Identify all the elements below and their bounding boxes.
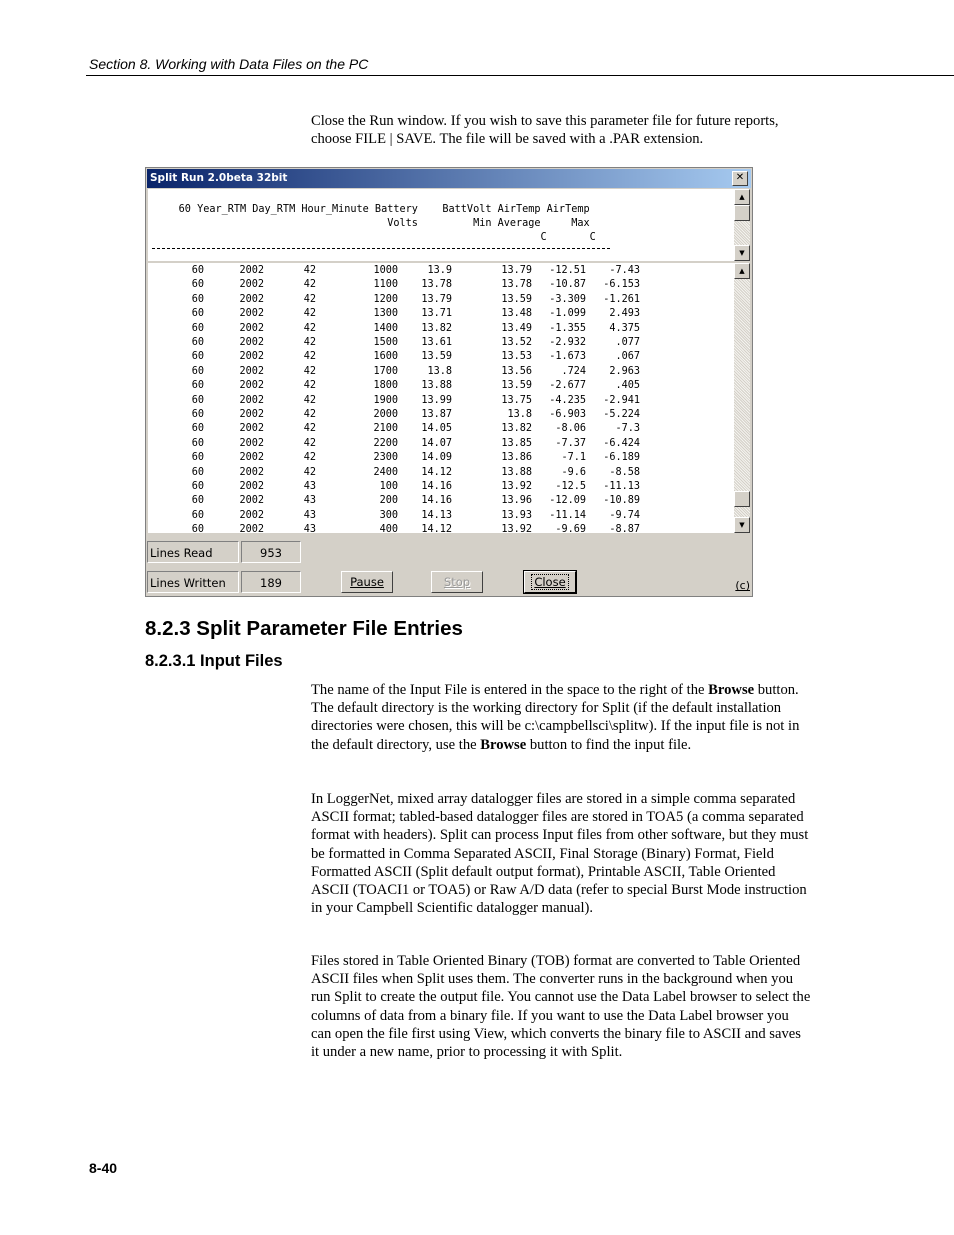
table-cell: 13.9 [427,265,452,276]
table-cell: 42 [303,380,316,392]
table-cell: 60 [191,337,204,348]
table-row [148,480,734,494]
close-button[interactable] [524,571,576,593]
table-cell: -2.677 [549,380,586,392]
table-row [148,466,734,480]
table-cell: 42 [303,437,316,449]
table-cell: -9.74 [609,509,640,521]
table-cell: 13.86 [501,452,532,464]
table-cell: 42 [303,452,316,464]
table-cell: 42 [303,322,316,334]
table-cell: -9.6 [561,466,586,478]
table-row [148,422,734,436]
table-cell: 14.05 [421,423,452,435]
table-row [148,350,734,364]
table-cell: -6.189 [603,452,640,464]
table-cell: 13.96 [501,495,532,507]
table-cell: 2002 [239,466,264,478]
table-cell: 200 [379,495,398,507]
table-cell: 2002 [239,351,264,363]
table-cell: -6.424 [603,437,640,449]
table-cell: 42 [303,265,316,276]
table-cell: 42 [303,394,316,406]
table-cell: 60 [191,481,204,492]
table-cell: 2002 [239,293,264,305]
table-cell: 60 [191,495,204,507]
table-cell: 60 [191,409,204,420]
table-cell: -2.932 [549,337,586,348]
table-cell: 2.963 [609,365,640,377]
table-cell: 13.78 [501,279,532,291]
lines-read-value: 953 [241,541,301,563]
table-row [148,451,734,465]
table-row [148,264,734,278]
table-cell: -8.87 [609,524,640,533]
table-cell: -1.099 [549,308,586,320]
table-cell: 42 [303,308,316,320]
table-cell: 13.92 [501,524,532,533]
table-cell: 2002 [239,423,264,435]
table-cell: -12.51 [549,265,586,276]
section-heading: 8.2.3 Split Parameter File Entries [145,617,463,640]
header-line-2: Volts Min Average Max [148,218,590,229]
table-cell: 1700 [373,365,398,377]
table-cell: 13.8 [427,365,452,377]
paragraph-tob-format: Files stored in Table Oriented Binary (TOB) format are converted to Table Oriented ASCII files when Split uses them. The converter runs in the background when you run Split to create the output file. You cannot use the Data Label browser to select the columns of data from a binary file. If you want to use the Data Label browser you can open the file first using View, which converts the binary file to ASCII and saves it under a new name, prior to processing it with Split. [311,953,811,1061]
table-cell: 13.56 [501,365,532,377]
table-cell: 14.16 [421,495,452,507]
table-cell: -7.43 [609,265,640,276]
table-cell: 2002 [239,481,264,492]
table-cell: 13.88 [501,466,532,478]
lines-written-label: Lines Written [147,571,239,593]
table-cell: 42 [303,279,316,291]
table-cell: 2.493 [609,308,640,320]
table-cell: 60 [191,509,204,521]
table-cell: 100 [379,481,398,492]
table-cell: -8.06 [555,423,586,435]
table-cell: -7.3 [615,423,640,435]
table-cell: 13.78 [421,279,452,291]
table-cell: .077 [615,337,640,348]
table-cell: 4.375 [609,322,640,334]
table-cell: 13.53 [501,351,532,363]
table-cell: 1300 [373,308,398,320]
subsection-heading: 8.2.3.1 Input Files [145,652,283,670]
table-cell: 14.12 [421,524,452,533]
table-cell: 13.48 [501,308,532,320]
copyright-link[interactable]: (c) [735,579,750,592]
table-cell: 60 [191,265,204,276]
table-cell: 2002 [239,265,264,276]
table-cell: 13.79 [501,265,532,276]
running-head: Section 8. Working with Data Files on the PC [89,56,369,72]
table-cell: 1200 [373,293,398,305]
table-cell: 13.59 [421,351,452,363]
table-cell: 2100 [373,423,398,435]
table-cell: 2002 [239,409,264,420]
table-row [148,307,734,321]
intro-paragraph: Close the Run window. If you wish to save this parameter file for future reports, choose FILE | SAVE. The file will be saved with a .PAR extension. [311,113,779,148]
table-cell: 2002 [239,380,264,392]
table-cell: 13.88 [421,380,452,392]
table-cell: 1100 [373,279,398,291]
window-close-icon[interactable]: ✕ [732,171,748,186]
table-cell: 2002 [239,394,264,406]
table-cell: -12.5 [555,481,586,492]
table-cell: -11.14 [549,509,586,521]
table-row [148,322,734,336]
table-cell: 60 [191,380,204,392]
table-cell: -1.673 [549,351,586,363]
header-dashes [152,248,610,249]
table-cell: 13.75 [501,394,532,406]
table-cell: -1.261 [603,293,640,305]
split-run-window [145,167,753,597]
table-cell: 14.07 [421,437,452,449]
table-cell: .405 [615,380,640,392]
table-cell: 2400 [373,466,398,478]
table-cell: 43 [303,509,316,521]
table-cell: 2000 [373,409,398,420]
table-cell: -6.153 [603,279,640,291]
table-cell: 13.79 [421,293,452,305]
table-cell: 60 [191,524,204,533]
table-cell: -4.235 [549,394,586,406]
close-button-label: Close [534,575,566,589]
table-cell: 2002 [239,279,264,291]
table-cell: 42 [303,466,316,478]
lines-read-label: Lines Read [147,541,239,563]
scroll-thumb[interactable] [734,205,750,221]
table-cell: 1400 [373,322,398,334]
table-row [148,336,734,350]
table-cell: 2002 [239,495,264,507]
table-cell: 60 [191,322,204,334]
table-row [148,293,734,307]
header-rule [86,75,954,76]
scroll-down-icon[interactable]: ▼ [734,245,750,261]
table-cell: 60 [191,279,204,291]
table-cell: 1500 [373,337,398,348]
table-cell: 14.16 [421,481,452,492]
table-cell: 42 [303,365,316,377]
column-header-pane [148,189,734,261]
table-cell: 2002 [239,308,264,320]
table-cell: 42 [303,423,316,435]
table-row [148,408,734,422]
header-line-1: 60 Year_RTM Day_RTM Hour_Minute Battery BattVolt AirTemp AirTemp [148,204,590,215]
table-cell: .724 [561,365,586,377]
header-scrollbar[interactable] [734,189,750,261]
window-title: Split Run 2.0beta 32bit [150,172,288,184]
table-cell: 1600 [373,351,398,363]
page-number: 8-40 [89,1160,118,1176]
table-cell: 13.85 [501,437,532,449]
table-cell: 14.13 [421,509,452,521]
table-cell: 13.59 [501,293,532,305]
lines-written-value: 189 [241,571,301,593]
table-cell: 13.82 [501,423,532,435]
table-cell: -12.09 [549,495,586,507]
table-row [148,437,734,451]
table-cell: 2002 [239,337,264,348]
table-cell: 60 [191,394,204,406]
data-scrollbar[interactable] [734,263,750,533]
table-cell: 60 [191,308,204,320]
header-line-3: C C [148,232,596,243]
table-cell: 1800 [373,380,398,392]
table-cell: 300 [379,509,398,521]
table-cell: 13.71 [421,308,452,320]
table-cell: 60 [191,293,204,305]
table-row [148,278,734,292]
table-cell: 60 [191,365,204,377]
paragraph-input-file: The name of the Input File is entered in the space to the right of the Browse button. The default directory is the working directory for Split (if the default installation directories were chosen, this will be c:\campbellsci\splitw). If the input file is not in the default directory, use the Browse button to find the input file. [311,682,800,753]
table-cell: -7.37 [555,437,586,449]
table-row [148,494,734,508]
table-cell: 400 [379,524,398,533]
table-cell: 13.59 [501,380,532,392]
table-cell: 2002 [239,509,264,521]
table-cell: 60 [191,351,204,363]
scroll-down-icon[interactable]: ▼ [734,517,750,533]
table-cell: 13.61 [421,337,452,348]
table-cell: -5.224 [603,409,640,420]
table-cell: -11.13 [603,481,640,492]
table-cell: 2002 [239,322,264,334]
table-cell: -2.941 [603,394,640,406]
table-cell: -10.87 [549,279,586,291]
table-cell: -1.355 [549,322,586,334]
table-cell: 2300 [373,452,398,464]
table-row [148,509,734,523]
scroll-up-icon[interactable]: ▲ [734,263,750,279]
scroll-thumb[interactable] [734,491,750,507]
table-cell: 60 [191,452,204,464]
table-cell: 42 [303,351,316,363]
paragraph-loggernet-formats: In LoggerNet, mixed array datalogger files are stored in a simple comma separated ASCII format; tabled-based datalogger files are stored in TOA5 (a comma separated format with headers). Split can process Input files from other software, but they must be formatted in Comma Separated ASCII, Final Storage (Binary) Format, Field Formatted ASCII (Split default output format), Printable ASCII, Table Oriented ASCII (TOACI1 or TOA5) or Raw A/D data (refer to special Burst Mode instruction in your Campbell Scientific datalogger manual). [311,791,809,917]
table-row [148,365,734,379]
table-cell: 2002 [239,437,264,449]
table-cell: -8.58 [609,466,640,478]
table-cell: 60 [191,466,204,478]
table-cell: .067 [615,351,640,363]
title-bar[interactable] [147,169,751,188]
scroll-up-icon[interactable]: ▲ [734,189,750,205]
table-cell: 13.87 [421,409,452,420]
table-cell: 42 [303,293,316,305]
table-cell: 60 [191,437,204,449]
table-cell: 2002 [239,524,264,533]
table-cell: 13.82 [421,322,452,334]
table-cell: -6.903 [549,409,586,420]
table-cell: 14.09 [421,452,452,464]
table-cell: 2002 [239,365,264,377]
table-cell: -9.69 [555,524,586,533]
table-cell: 1000 [373,265,398,276]
table-cell: 43 [303,524,316,533]
table-cell: 13.92 [501,481,532,492]
table-cell: 13.52 [501,337,532,348]
table-cell: 43 [303,495,316,507]
table-cell: 2200 [373,437,398,449]
data-pane [148,263,734,533]
table-cell: 42 [303,409,316,420]
table-cell: 13.93 [501,509,532,521]
table-row [148,379,734,393]
table-row [148,394,734,408]
table-cell: 60 [191,423,204,435]
pause-button[interactable]: Pause [341,571,393,593]
table-cell: 13.49 [501,322,532,334]
table-row [148,523,734,533]
table-cell: 1900 [373,394,398,406]
table-cell: 13.8 [507,409,532,420]
table-cell: 2002 [239,452,264,464]
stop-button[interactable]: Stop [431,571,483,593]
table-cell: 13.99 [421,394,452,406]
table-cell: 43 [303,481,316,492]
table-cell: 42 [303,337,316,348]
table-cell: -7.1 [561,452,586,464]
table-cell: -3.309 [549,293,586,305]
table-cell: 14.12 [421,466,452,478]
table-cell: -10.89 [603,495,640,507]
